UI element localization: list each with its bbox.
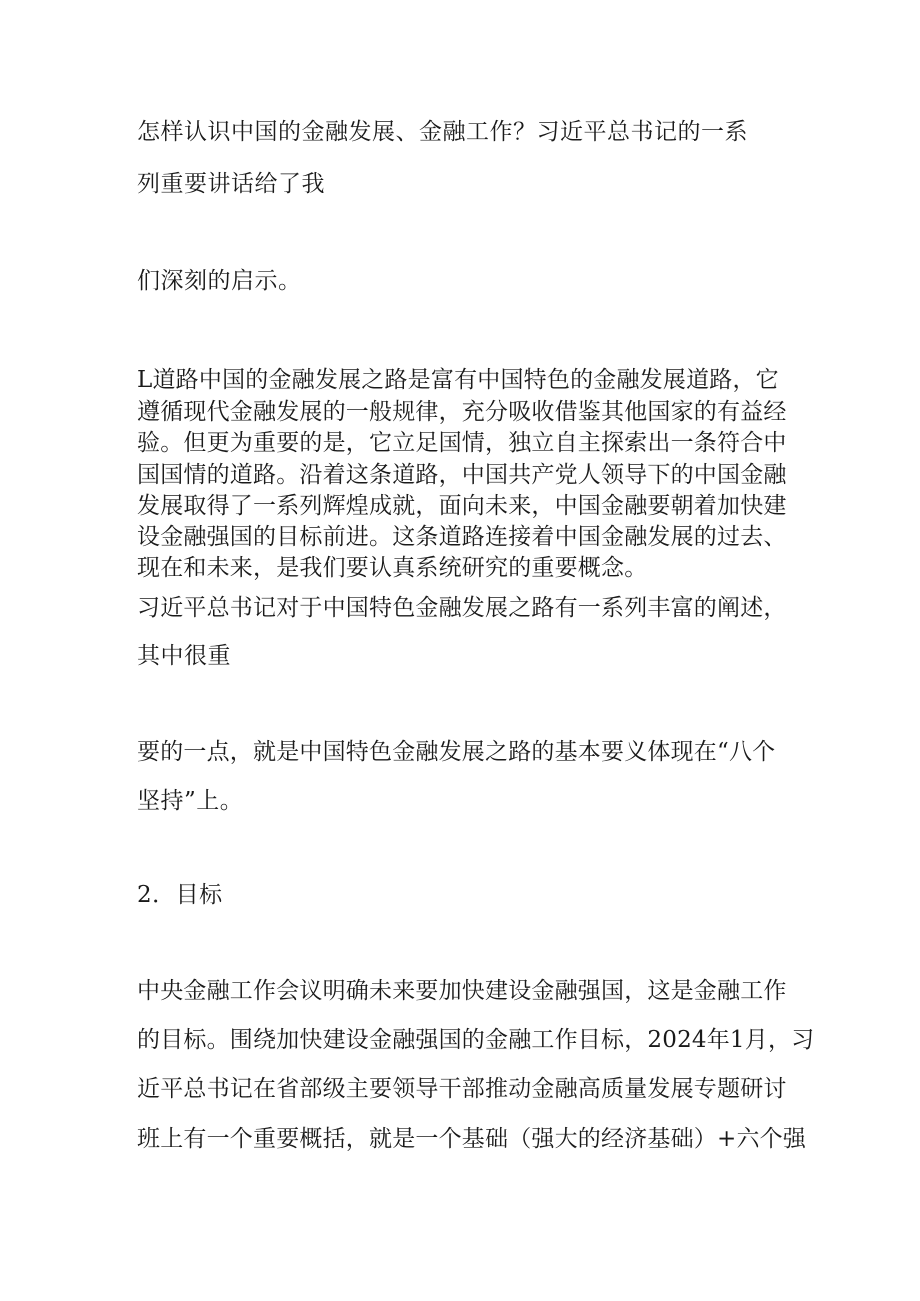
paragraph-intro-line-1: 怎样认识中国的金融发展、金融工作？习近平总书记的一系 bbox=[137, 119, 748, 145]
paragraph-road-line-4: 国国情的道路。沿着这条道路，中国共产党人领导下的中国金融 bbox=[137, 462, 787, 488]
paragraph-goal-line-2: 的目标。围绕加快建设金融强国的金融工作目标，2024年1月，习 bbox=[137, 1027, 815, 1053]
paragraph-intro-line-3: 们深刻的启示。 bbox=[137, 268, 302, 294]
paragraph-road-line-2: 遵循现代金融发展的一般规律，充分吸收借鉴其他国家的有益经 bbox=[137, 399, 787, 425]
paragraph-eight-line-3: 要的一点，就是中国特色金融发展之路的基本要义体现在“八个 bbox=[137, 739, 776, 765]
paragraph-goal-line-3: 近平总书记在省部级主要领导干部推动金融高质量发展专题研讨 bbox=[137, 1076, 787, 1102]
paragraph-eight-line-4: 坚持”上。 bbox=[137, 788, 244, 814]
paragraph-road-line-3: 验。但更为重要的是，它立足国情，独立自主探索出一条符合中 bbox=[137, 430, 787, 456]
paragraph-eight-line-2: 其中很重 bbox=[137, 643, 231, 669]
paragraph-intro-line-2: 列重要讲话给了我 bbox=[137, 171, 325, 197]
paragraph-goal-line-4: 班上有一个重要概括，就是一个基础（强大的经济基础）+六个强 bbox=[137, 1126, 807, 1152]
section-heading-goal: 2．目标 bbox=[137, 882, 223, 908]
paragraph-road-line-6: 设金融强国的目标前进。这条道路连接着中国金融发展的过去、 bbox=[137, 524, 787, 550]
paragraph-road-line-1: L道路中国的金融发展之路是富有中国特色的金融发展道路，它 bbox=[137, 367, 779, 393]
paragraph-road-line-7: 现在和未来，是我们要认真系统研究的重要概念。 bbox=[137, 555, 648, 581]
paragraph-goal-line-1: 中央金融工作会议明确未来要加快建设金融强国，这是金融工作 bbox=[137, 978, 787, 1004]
paragraph-road-line-5: 发展取得了一系列辉煌成就，面向未来，中国金融要朝着加快建 bbox=[137, 493, 787, 519]
paragraph-eight-line-1: 习近平总书记对于中国特色金融发展之路有一系列丰富的阐述， bbox=[137, 595, 787, 621]
